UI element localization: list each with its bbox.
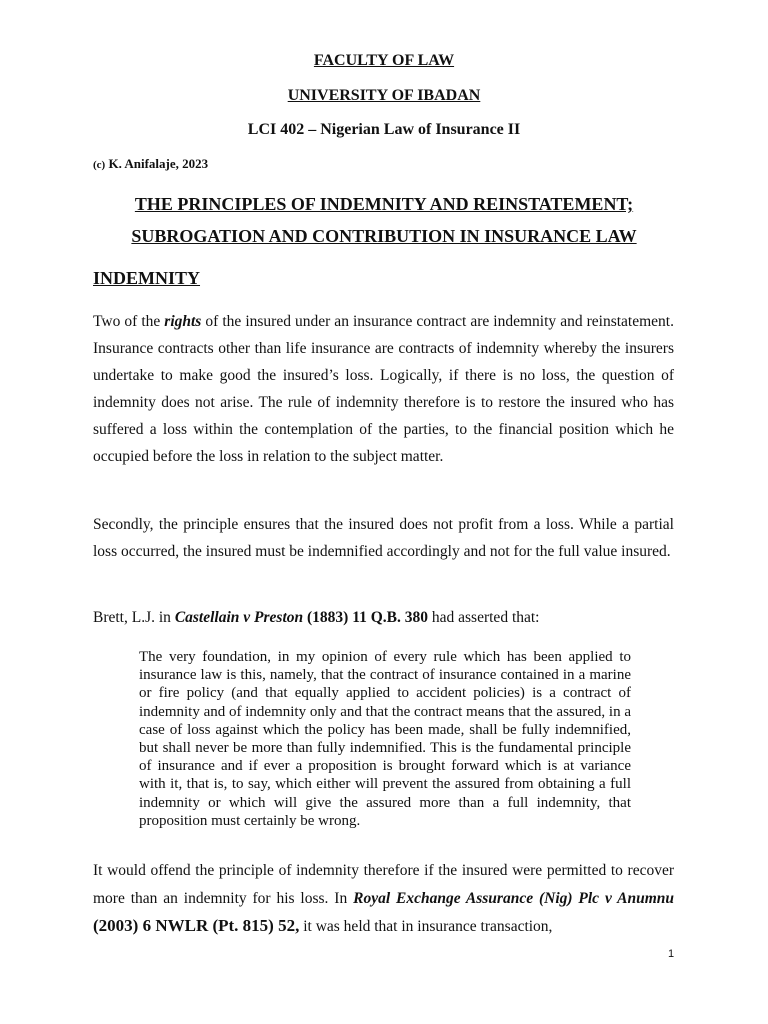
section-heading-indemnity: INDEMNITY	[93, 268, 201, 288]
paragraph-1-text-b: of the insured under an insurance contract are indemnity and reinstatement. Insurance contracts other than life insurance are contracts of indemnity whereby the insurers undertake to make good the insured’s loss. Logically, if there is no loss, the question of indemnity does not arise. The rule of indemnity therefore is to restore the insured who has suffered a loss within the contemplation of the parties, to the financial position which he occupied before the loss in relation to the subject matter.	[93, 313, 674, 465]
course-heading: LCI 402 – Nigerian Law of Insurance II	[247, 121, 521, 138]
paragraph-4	[93, 857, 674, 940]
paragraph-4-text-b: it was held that in insurance transaction,	[299, 918, 553, 935]
copyright-line	[93, 156, 208, 172]
faculty-heading: FACULTY OF LAW	[313, 52, 455, 69]
paragraph-1-text-a: Two of the	[93, 313, 165, 330]
paragraph-2: Secondly, the principle ensures that the insured does not profit from a loss. While a partial loss occurred, the insured must be indemnified accordingly and not for the full value insured.	[93, 516, 674, 560]
paragraph-1-emphasis: rights	[164, 313, 202, 330]
paragraph-3-citation: (1883) 11 Q.B. 380	[303, 609, 429, 626]
copyright-symbol: (c)	[93, 159, 106, 171]
paragraph-3	[93, 604, 674, 631]
paragraph-1	[93, 308, 674, 470]
paragraph-4-case-name: Royal Exchange Assurance (Nig) Plc v Anumnu	[353, 890, 674, 907]
paragraph-4-citation: (2003) 6 NWLR (Pt. 815) 52,	[93, 916, 300, 935]
document-title-line-2: SUBROGATION AND CONTRIBUTION IN INSURANCE LAW	[131, 226, 637, 246]
copyright-author: K. Anifalaje, 2023	[108, 156, 209, 171]
document-title-line-1: THE PRINCIPLES OF INDEMNITY AND REINSTATEMENT;	[134, 194, 634, 214]
page-number: 1	[668, 948, 675, 960]
paragraph-3-case-name: Castellain v Preston	[174, 609, 304, 626]
university-heading: UNIVERSITY OF IBADAN	[287, 87, 481, 104]
paragraph-3-text-a: Brett, L.J. in	[93, 609, 175, 626]
paragraph-4-text-a: It would offend the principle of indemnity therefore if the insured were permitted to recover more than an indemnity for his loss. In	[93, 862, 674, 907]
block-quote: The very foundation, in my opinion of every rule which has been applied to insurance law is this, namely, that the contract of insurance contained in a marine or fire policy (and that equally applied to accident policies) is a contract of indemnity and of indemnity only and that the contract means that the assured, in a case of loss against which the policy has been made, shall be fully indemnified, but shall never be more than fully indemnified. This is the fundamental principle of insurance and if ever a proposition is brought forward which is at variance with it, that is, to say, which either will prevent the assured from obtaining a full indemnity or which will give the assured more than a full indemnity, that proposition must certainly be wrong.	[139, 649, 631, 829]
paragraph-3-text-b: had asserted that:	[428, 609, 540, 626]
